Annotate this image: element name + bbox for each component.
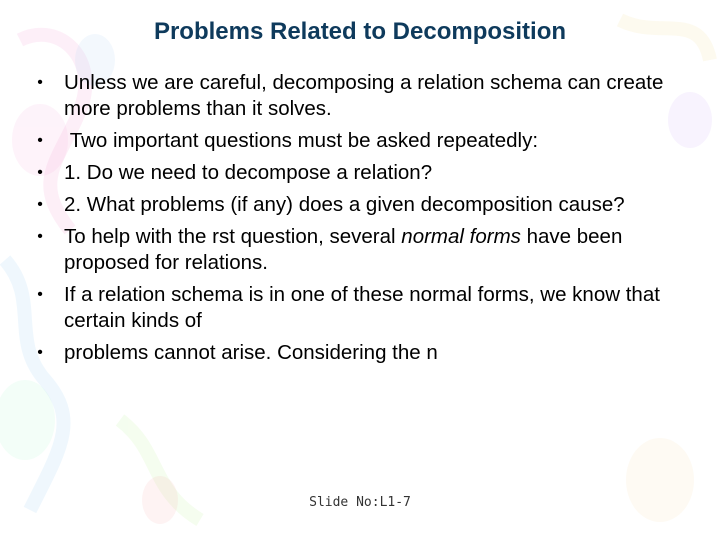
bullet-text: If a relation schema is in one of these normal forms, we know that certain kinds of (64, 283, 660, 332)
bullet-text-before: To help with the rst question, several (64, 225, 402, 248)
bullet-item (30, 128, 670, 154)
bullet-marker: • (37, 344, 43, 361)
bullet-item (30, 224, 670, 276)
bullet-marker: • (37, 286, 43, 303)
bullet-text-after: have been proposed for relations. (64, 225, 623, 274)
bullet-text: 2. What problems (if any) does a given decomposition cause? (64, 193, 625, 216)
bullet-item (30, 282, 670, 334)
slide-number: Slide No:L1-7 (309, 495, 411, 510)
bullet-marker: • (37, 74, 43, 91)
bullet-item (30, 70, 670, 122)
bullet-text: problems cannot arise. Considering the n (64, 341, 438, 364)
bullet-list (30, 70, 670, 372)
slide-title: Problems Related to Decomposition (153, 18, 567, 45)
bullet-item (30, 340, 670, 366)
bullet-text: Two important questions must be asked repeatedly: (64, 129, 539, 152)
bullet-text: 1. Do we need to decompose a relation? (64, 161, 433, 184)
bullet-item (30, 160, 670, 186)
bullet-text (64, 225, 622, 274)
bullet-marker: • (37, 196, 43, 213)
bullet-marker: • (37, 132, 43, 149)
bullet-item (30, 192, 670, 218)
bullet-marker: • (37, 164, 43, 181)
bullet-text: Unless we are careful, decomposing a relation schema can create more problems than it solves. (64, 71, 664, 120)
emphasis-normal-forms: normal forms (401, 225, 521, 248)
bullet-marker: • (37, 228, 43, 245)
